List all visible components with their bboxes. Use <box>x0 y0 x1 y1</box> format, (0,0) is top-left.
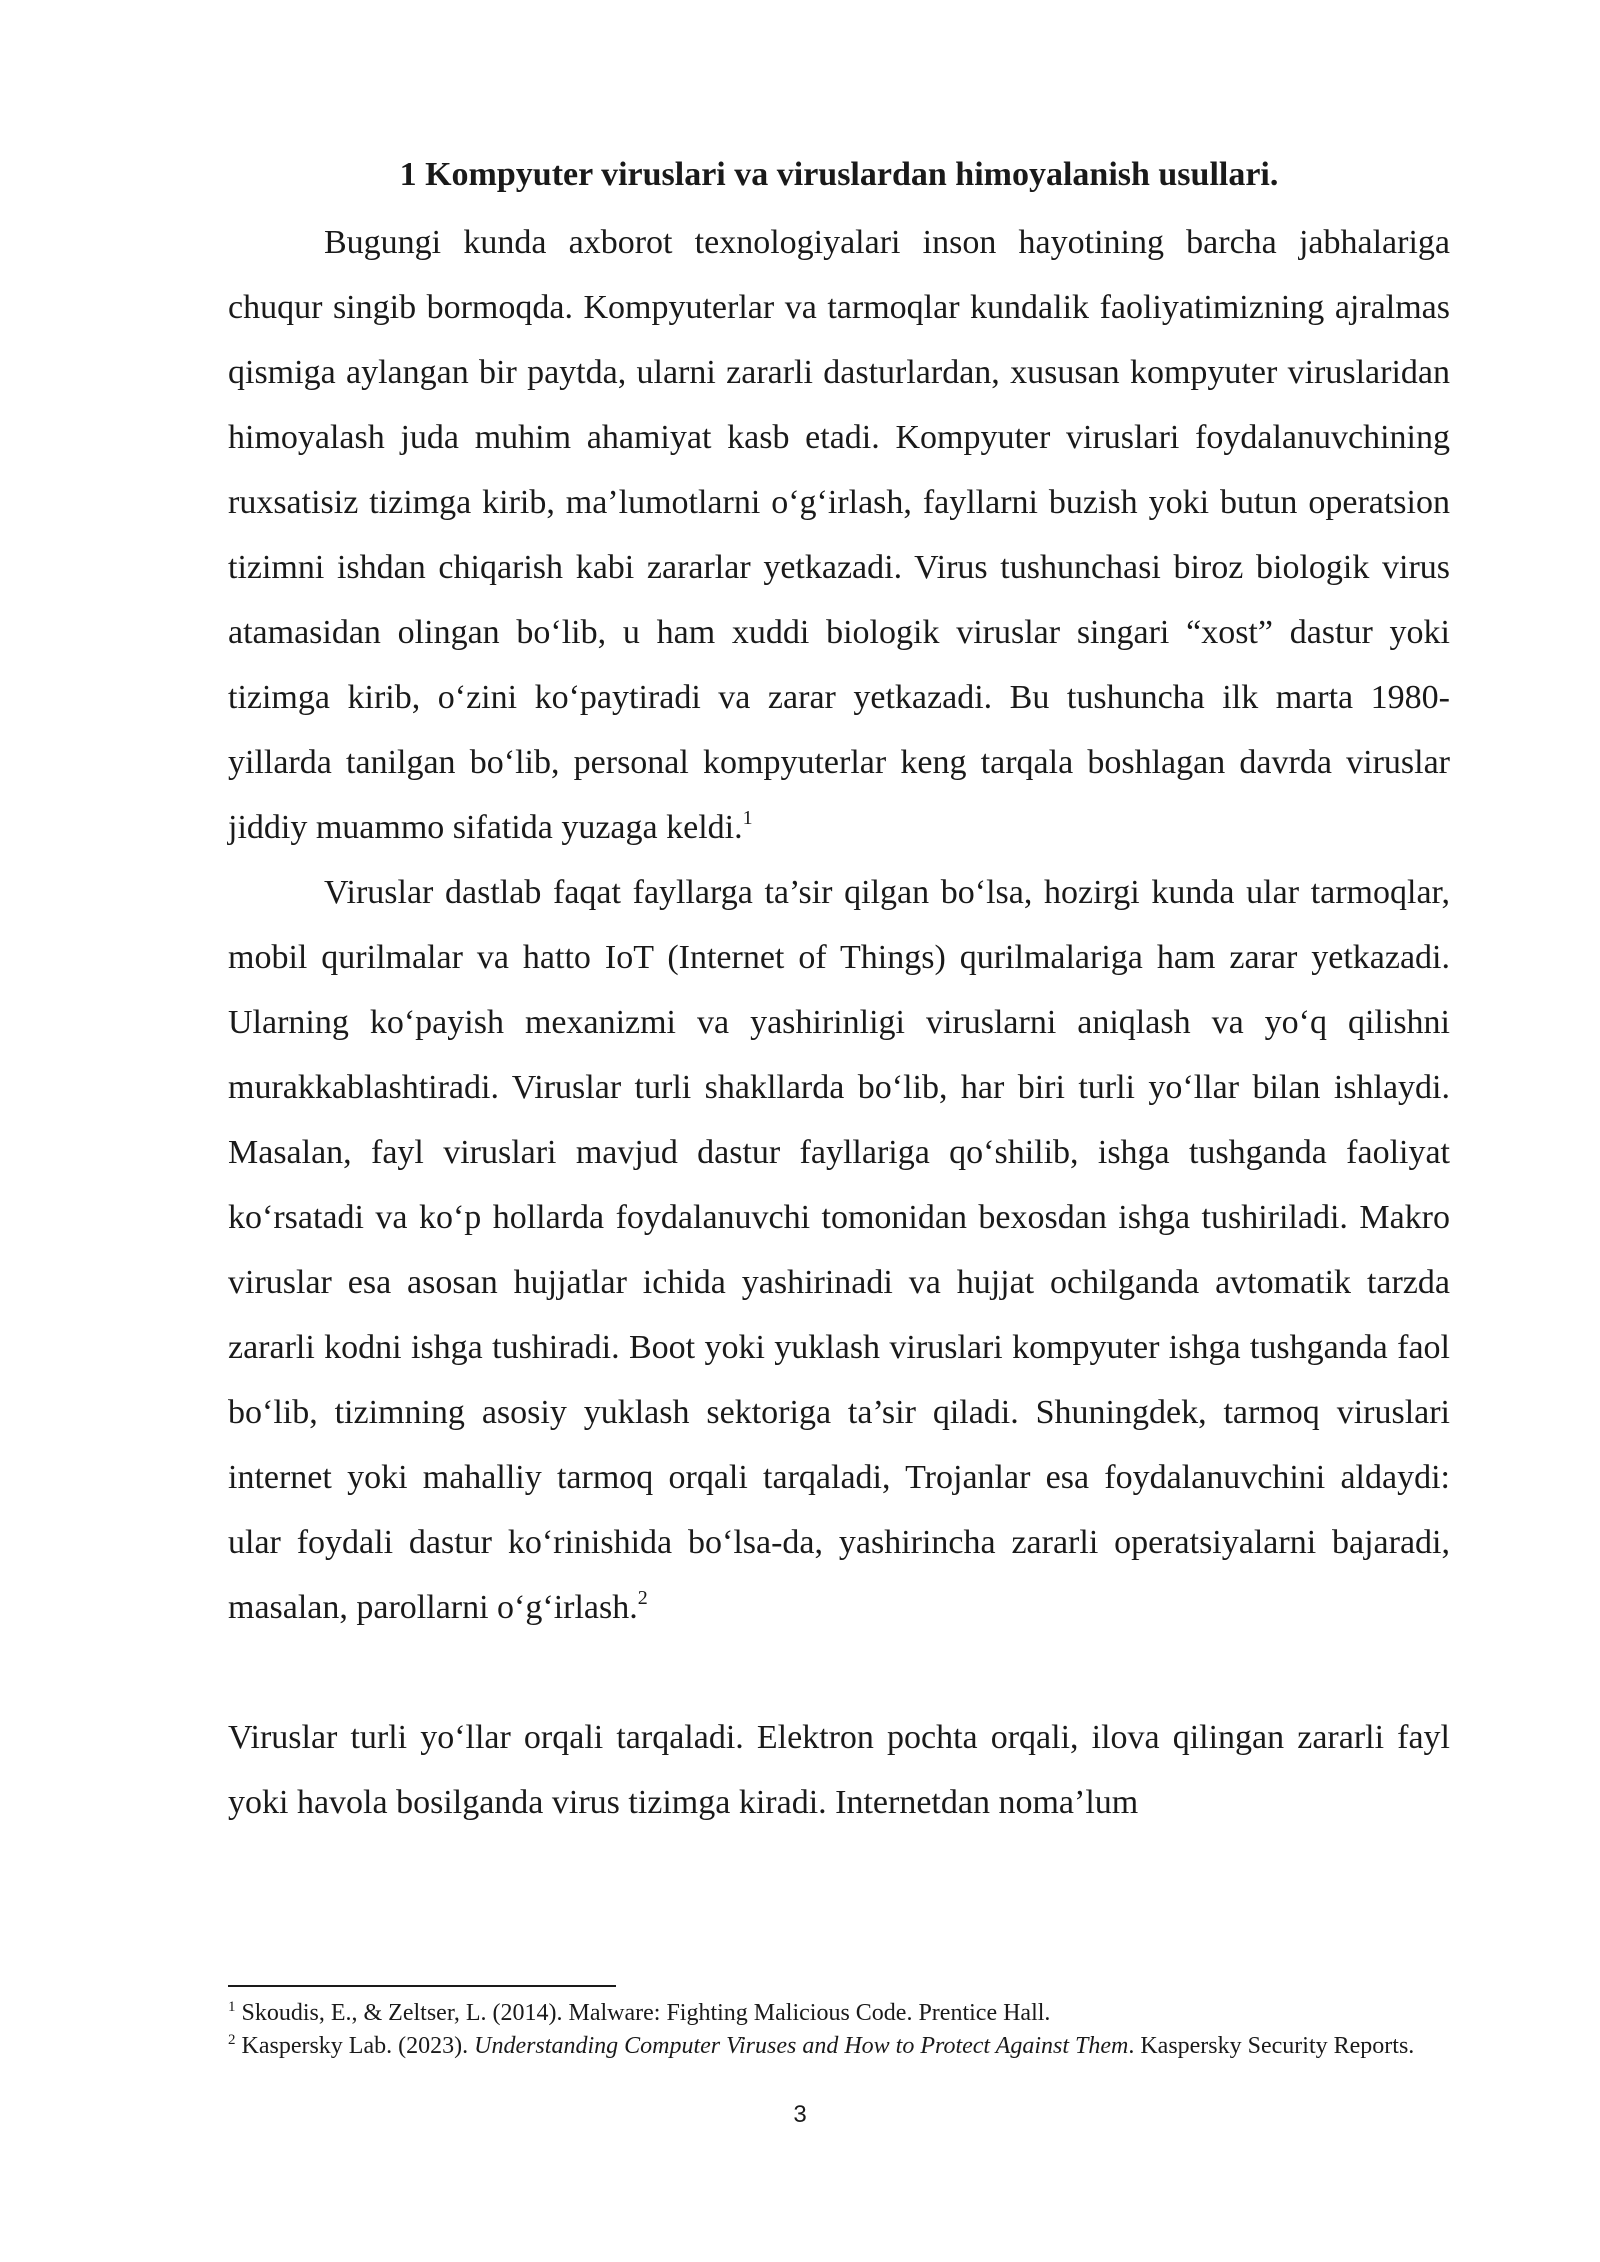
section-heading: 1 Kompyuter viruslari va viruslardan himoyalanish usullari. <box>399 156 1279 193</box>
footnote-2-mark: 2 <box>228 2032 236 2048</box>
footnote-1-text: Skoudis, E., & Zeltser, L. (2014). Malware: Fighting Malicious Code. Prentice Hall. <box>241 2000 1051 2026</box>
paragraph-2 <box>228 860 1450 1640</box>
paragraph-1-text: Bugungi kunda axborot texnologiyalari inson hayotining barcha jabhalariga chuqur singib bormoqda. Kompyuterlar va tarmoqlar kundalik faoliyatimizning ajralmas qismiga aylangan bir paytda, ularni zararli dasturlardan, xususan kompyuter viruslaridan himoyalash juda muhim ahamiyat kasb etadi. Kompyuter viruslari foydalanuvchining ruxsatisiz tizimga kirib, ma’lumotlarni o‘g‘irlash, fayllarni buzish yoki butun operatsion tizimni ishdan chiqarish kabi zararlar yetkazadi. Virus tushunchasi biroz biologik virus atamasidan olingan bo‘lib, u ham xuddi biologik viruslar singari “xost” dastur yoki tizimga kirib, o‘zini ko‘paytiradi va zarar yetkazadi. Bu tushuncha ilk marta 1980-yillarda tanilgan bo‘lib, personal kompyuterlar keng tarqala boshlagan davrda viruslar jiddiy muammo sifatida yuzaga keldi. <box>228 224 1450 846</box>
paragraph-1 <box>228 210 1450 860</box>
paragraph-3-text: Viruslar turli yo‘llar orqali tarqaladi. Elektron pochta orqali, ilova qilingan zararli fayl yoki havola bosilganda virus tizimga kiradi. Internetdan noma’lum <box>228 1719 1450 1821</box>
paragraph-3 <box>228 1705 1450 1835</box>
body-text <box>228 210 1450 1835</box>
footnote-separator <box>228 1985 616 1987</box>
footnotes <box>228 1997 1450 2063</box>
paragraph-2-text: Viruslar dastlab faqat fayllarga ta’sir qilgan bo‘lsa, hozirgi kunda ular tarmoqlar, mobil qurilmalar va hatto IoT (Internet of Things) qurilmalariga ham zarar yetkazadi. Ularning ko‘payish mexanizmi va yashirinligi viruslarni aniqlash va yo‘q qilishni murakkablashtiradi. Viruslar turli shakllarda bo‘lib, har biri turli yo‘llar bilan ishlaydi. Masalan, fayl viruslari mavjud dastur fayllariga qo‘shilib, ishga tushganda faoliyat ko‘rsatadi va ko‘p hollarda foydalanuvchi tomonidan bexosdan ishga tushiriladi. Makro viruslar esa asosan hujjatlar ichida yashirinadi va hujjat ochilganda avtomatik tarzda zararli kodni ishga tushiradi. Boot yoki yuklash viruslari kompyuter ishga tushganda faol bo‘lib, tizimning asosiy yuklash sektoriga ta’sir qiladi. Shuningdek, tarmoq viruslari internet yoki mahalliy tarmoq orqali tarqaladi, Trojanlar esa foydalanuvchini aldaydi: ular foydali dastur ko‘rinishida bo‘lsa-da, yashirincha zararli operatsiyalarni bajaradi, masalan, parollarni o‘g‘irlash. <box>228 874 1450 1626</box>
footnote-2 <box>228 2030 1450 2063</box>
footnote-ref-2: 2 <box>637 1586 648 1609</box>
footnote-2-text-before: Kaspersky Lab. (2023). <box>241 2033 475 2059</box>
footnote-1-mark: 1 <box>228 1999 236 2015</box>
footnote-2-text-after: . Kaspersky Security Reports. <box>1128 2033 1415 2059</box>
footnote-2-title: Understanding Computer Viruses and How to Protect Against Them <box>474 2033 1129 2059</box>
page-number: 3 <box>793 2101 807 2128</box>
footnote-ref-1: 1 <box>742 806 753 829</box>
footnote-1 <box>228 1997 1450 2030</box>
